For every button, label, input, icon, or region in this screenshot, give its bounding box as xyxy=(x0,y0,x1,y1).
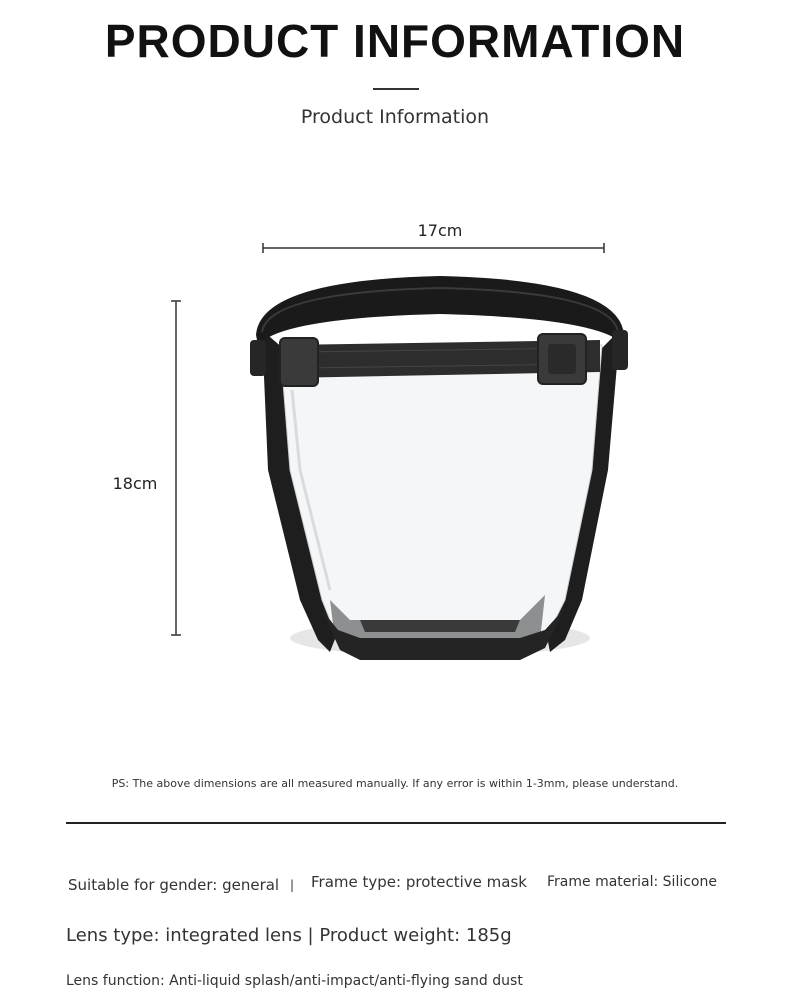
width-label: 17cm xyxy=(417,221,463,240)
spec-frame-type: Frame type: protective mask xyxy=(311,873,527,891)
page-title: PRODUCT INFORMATION xyxy=(104,15,686,67)
height-label: 18cm xyxy=(112,474,158,493)
spec-lens-function: Lens function: Anti-liquid splash/anti-impact/anti-flying sand dust xyxy=(66,973,523,989)
spec-lens-type-weight: Lens type: integrated lens | Product weight: 185g xyxy=(66,925,512,946)
page-subtitle: Product Information xyxy=(300,106,490,128)
measurement-note: PS: The above dimensions are all measured manually. If any error is within 1-3mm, please understand. xyxy=(111,777,679,790)
spec-gender: Suitable for gender: general xyxy=(68,876,280,894)
face-shield-icon xyxy=(250,276,628,660)
spec-frame-material: Frame material: Silicone xyxy=(547,874,717,890)
width-dimension-line xyxy=(263,243,604,253)
height-dimension-line xyxy=(171,301,181,635)
spec-separator: | xyxy=(290,878,295,892)
section-divider xyxy=(66,822,726,824)
